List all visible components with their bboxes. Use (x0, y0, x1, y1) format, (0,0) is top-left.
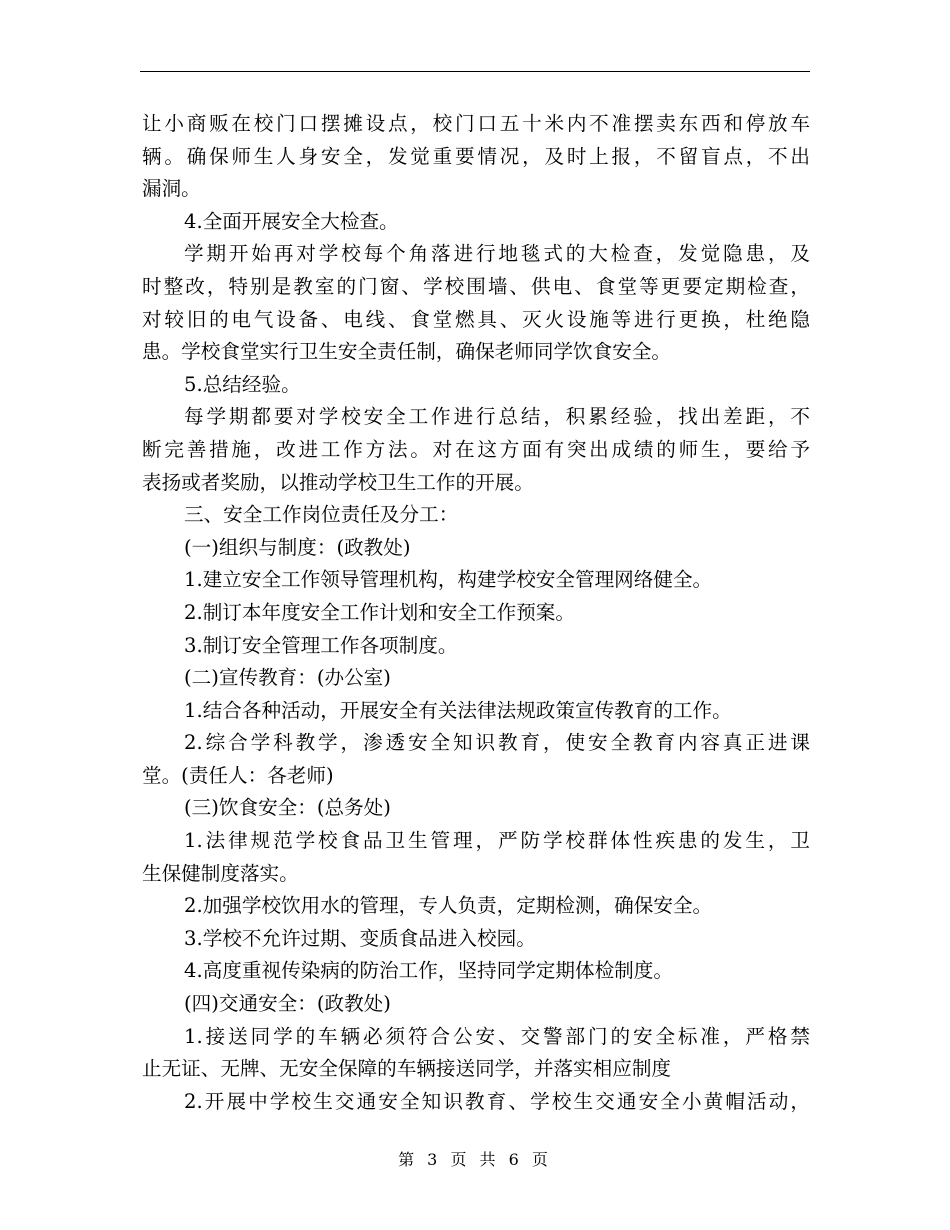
document-body (142, 108, 810, 1118)
paragraph-line: 漏洞。 (142, 177, 201, 201)
paragraph-line: 2.加强学校饮用水的管理，专人负责，定期检测，确保安全。 (184, 894, 713, 918)
paragraph-line: 断完善措施，改进工作方法。对在这方面有突出成绩的师生，要给予 (142, 437, 810, 461)
paragraph-line: 每学期都要对学校安全工作进行总结，积累经验，找出差距，不 (184, 405, 810, 429)
paragraph-line: 2.开展中学校生交通安全知识教育、学校生交通安全小黄帽活动， (184, 1089, 810, 1113)
paragraph-line: 让小商贩在校门口摆摊设点，校门口五十米内不准摆卖东西和停放车 (142, 112, 810, 135)
paragraph-line: 止无证、无牌、无安全保障的车辆接送同学，并落实相应制度 (142, 1057, 672, 1081)
paragraph-line: 5.总结经验。 (184, 372, 301, 396)
paragraph-line: 患。学校食堂实行卫生安全责任制，确保老师同学饮食安全。 (142, 340, 672, 364)
paragraph-line: (四)交通安全：(政教处) (184, 992, 391, 1016)
paragraph-line: 三、安全工作岗位责任及分工： (184, 503, 459, 527)
paragraph-line: 时整改，特别是教室的门窗、学校围墙、供电、食堂等更要定期检查， (142, 274, 810, 298)
paragraph-line: (三)饮食安全：(总务处) (184, 796, 391, 820)
paragraph-line: 2.综合学科教学，渗透安全知识教育，使安全教育内容真正进课 (184, 731, 810, 755)
paragraph-line: 2.制订本年度安全工作计划和安全工作预案。 (184, 600, 575, 624)
header-rule (140, 71, 810, 72)
paragraph-line: 堂。(责任人：各老师) (142, 763, 334, 787)
paragraph-line: 4.高度重视传染病的防治工作，坚持同学定期体检制度。 (184, 959, 673, 983)
paragraph-line: 1.接送同学的车辆必须符合公安、交警部门的安全标准，严格禁 (184, 1024, 810, 1048)
paragraph-line: 辆。确保师生人身安全，发觉重要情况，及时上报，不留盲点，不出 (142, 144, 810, 168)
paragraph-line: 1.建立安全工作领导管理机构，构建学校安全管理网络健全。 (184, 568, 713, 592)
paragraph-line: 1.法律规范学校食品卫生管理，严防学校群体性疾患的发生，卫 (184, 829, 810, 853)
paragraph-line: 3.制订安全管理工作各项制度。 (184, 633, 458, 657)
paragraph-line: (一)组织与制度：(政教处) (184, 535, 411, 559)
paragraph-line: 4.全面开展安全大检查。 (184, 209, 399, 233)
paragraph-line: 3.学校不允许过期、变质食品进入校园。 (184, 926, 536, 950)
paragraph-line: 对较旧的电气设备、电线、食堂燃具、灭火设施等进行更换，杜绝隐 (142, 307, 810, 331)
paragraph-line: (二)宣传教育：(办公室) (184, 666, 391, 690)
paragraph-line: 1.结合各种活动，开展安全有关法律法规政策宣传教育的工作。 (184, 698, 732, 722)
paragraph-line: 学期开始再对学校每个角落进行地毯式的大检查，发觉隐患，及 (184, 242, 810, 266)
paragraph-line: 表扬或者奖励，以推动学校卫生工作的开展。 (142, 470, 534, 494)
paragraph-line: 生保健制度落实。 (142, 861, 299, 885)
page-footer: 第 3 页 共 6 页 (398, 1150, 552, 1169)
